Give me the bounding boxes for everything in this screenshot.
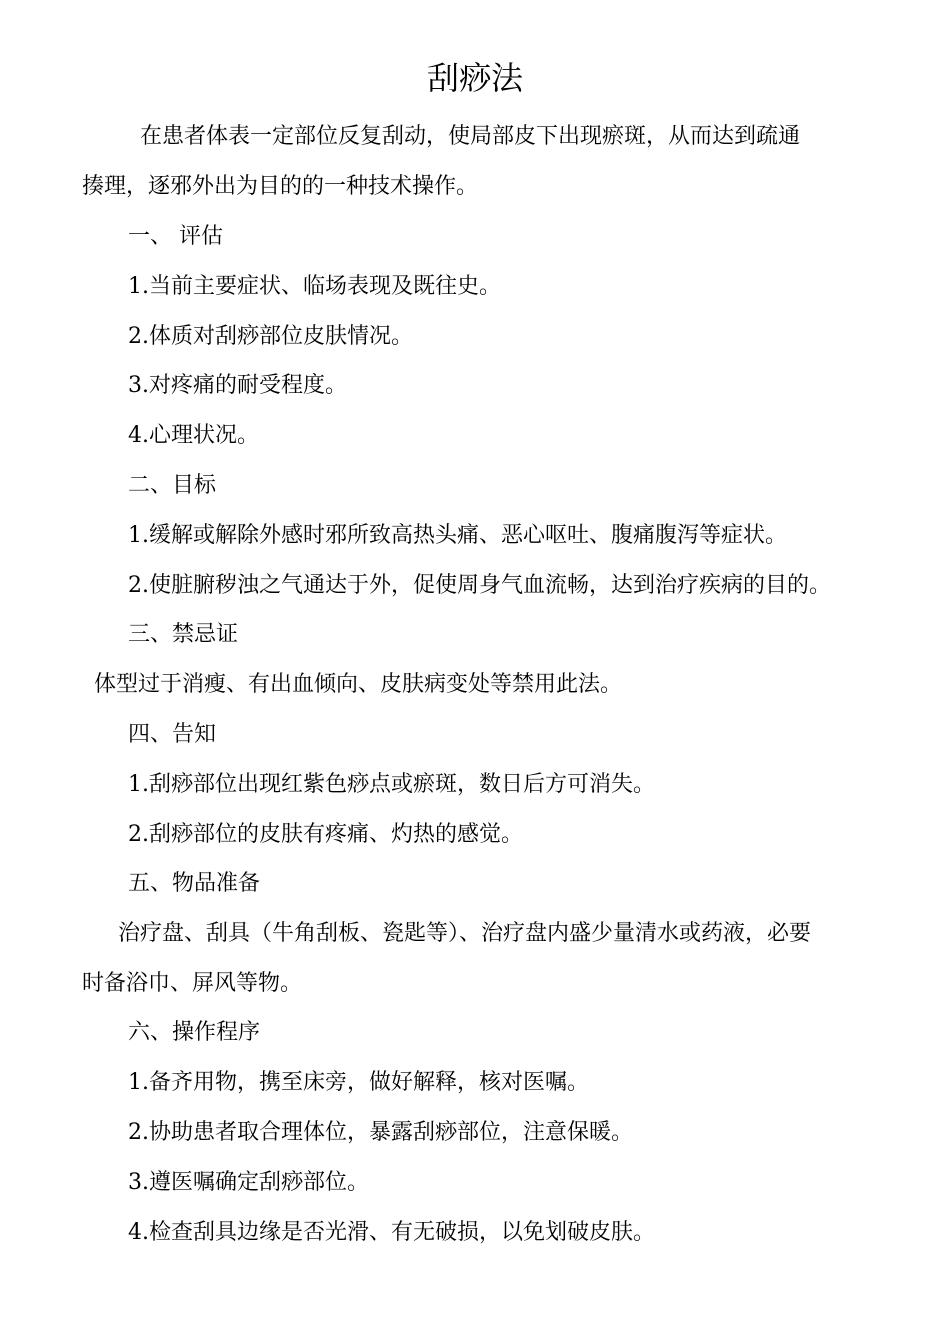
supplies-line-2: 时备浴巾、屏风等物。 bbox=[82, 971, 303, 996]
notification-item: 2.刮痧部位的皮肤有疼痛、灼热的感觉。 bbox=[128, 822, 523, 847]
assessment-item: 2.体质对刮痧部位皮肤情况。 bbox=[128, 324, 413, 349]
notification-item: 1.刮痧部位出现红紫色痧点或瘀斑，数日后方可消失。 bbox=[128, 772, 655, 797]
goals-item: 2.使脏腑秽浊之气通达于外，促使周身气血流畅，达到治疗疾病的目的。 bbox=[128, 573, 831, 598]
assessment-item: 1.当前主要症状、临场表现及既往史。 bbox=[128, 274, 501, 299]
procedure-item: 4.检查刮具边缘是否光滑、有无破损，以免划破皮肤。 bbox=[128, 1220, 655, 1245]
contraindications-text: 体型过于消瘦、有出血倾向、皮肤病变处等禁用此法。 bbox=[94, 672, 623, 697]
section-heading-notification: 四、告知 bbox=[128, 722, 217, 747]
procedure-item: 1.备齐用物，携至床旁，做好解释，核对医嘱。 bbox=[128, 1070, 589, 1095]
supplies-line-1: 治疗盘、刮具（牛角刮板、瓷匙等）、治疗盘内盛少量清水或药液，必要 bbox=[118, 921, 812, 946]
section-heading-procedure: 六、操作程序 bbox=[128, 1020, 261, 1045]
assessment-item: 3.对疼痛的耐受程度。 bbox=[128, 373, 347, 398]
document-title: 刮痧法 bbox=[426, 59, 523, 97]
goals-item: 1.缓解或解除外感时邪所致高热头痛、恶心呕吐、腹痛腹泻等症状。 bbox=[128, 523, 787, 548]
procedure-item: 3.遵医嘱确定刮痧部位。 bbox=[128, 1170, 369, 1195]
section-heading-contraindications: 三、禁忌证 bbox=[128, 622, 239, 647]
assessment-item: 4.心理状况。 bbox=[128, 423, 259, 448]
intro-line-2: 揍理，逐邪外出为目的的一种技术操作。 bbox=[82, 174, 479, 199]
section-heading-goals: 二、目标 bbox=[128, 473, 217, 498]
section-heading-supplies: 五、物品准备 bbox=[128, 871, 261, 896]
intro-line-1: 在患者体表一定部位反复刮动，使局部皮下出现瘀斑，从而达到疏通 bbox=[140, 124, 801, 149]
procedure-item: 2.协助患者取合理体位，暴露刮痧部位，注意保暖。 bbox=[128, 1120, 633, 1145]
section-heading-assessment: 一、 评估 bbox=[128, 224, 223, 249]
